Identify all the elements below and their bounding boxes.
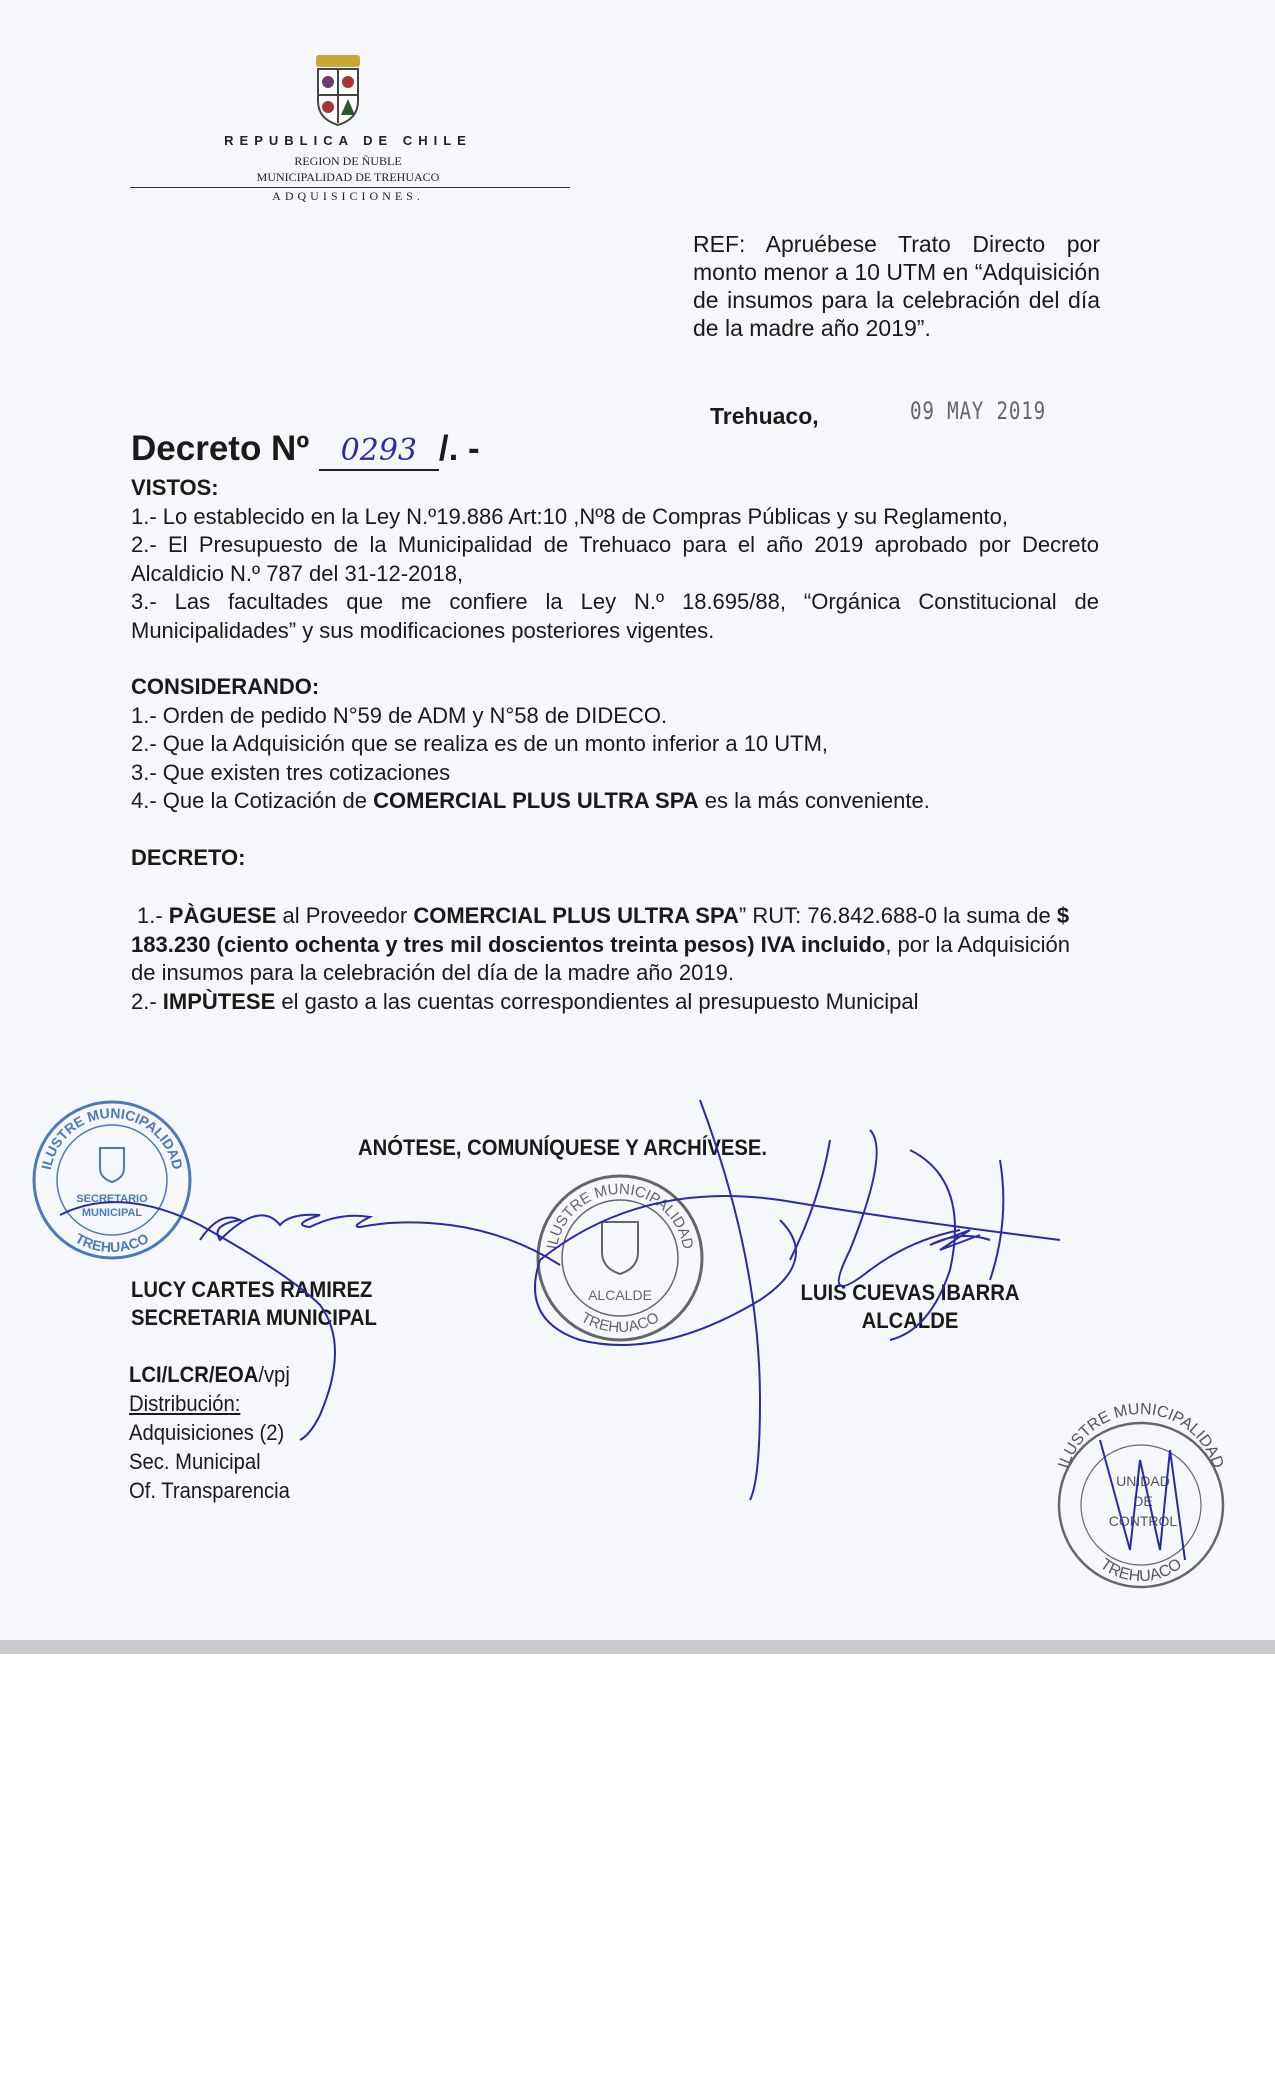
signatory-role: SECRETARIA MUNICIPAL <box>131 1305 377 1330</box>
stamp-text: SECRETARIO <box>76 1193 148 1205</box>
stamp-text: TREHUACO <box>578 1309 662 1337</box>
text: /vpj <box>258 1362 290 1387</box>
signatory-name: LUCY CARTES RAMIREZ <box>131 1277 373 1302</box>
text: PÀGUESE <box>168 903 277 928</box>
decreto-item-1 <box>131 902 1086 988</box>
vistos-section <box>131 474 1099 645</box>
amount: $ 183.230 (ciento ochenta y tres mil doscientos treinta pesos) IVA incluido <box>131 903 1070 957</box>
decree-body <box>131 474 1099 1016</box>
distribution-item: Of. Transparencia <box>129 1478 290 1503</box>
signatory-name: LUIS CUEVAS IBARRA <box>800 1280 1020 1305</box>
signatory-mayor <box>777 1279 1044 1335</box>
decree-suffix: /. - <box>438 429 480 468</box>
reference-text: REF: Apruébese Trato Directo por monto menor a 10 UTM en “Adquisición de insumos para la celebración del día de la madre año 2019”. <box>693 231 1100 341</box>
considerando-section <box>131 673 1099 816</box>
vistos-item: 2.- El Presupuesto de la Municipalidad de Trehuaco para el año 2019 aprobado por Decreto Alcaldicio N.º 787 del 31-12-2018, <box>131 532 1099 586</box>
text: 2.- <box>131 988 163 1014</box>
text: al Proveedor <box>276 903 414 928</box>
signatory-secretary <box>131 1276 377 1332</box>
considerando-title: CONSIDERANDO: <box>131 674 320 699</box>
header-republic: REPUBLICA DE CHILE <box>224 133 472 148</box>
distribution-title: Distribución: <box>129 1391 241 1416</box>
stamp-text: UNIDAD <box>1116 1473 1170 1489</box>
decreto-title: DECRETO: <box>131 844 246 870</box>
header-region: REGION DE ÑUBLE <box>294 154 402 168</box>
signatory-role: ALCALDE <box>861 1308 959 1333</box>
decree-title <box>131 428 480 471</box>
stamp-text: ILUSTRE MUNICIPALIDAD <box>1055 1400 1227 1471</box>
vistos-title: VISTOS: <box>131 475 219 500</box>
header-municipality: MUNICIPALIDAD DE TREHUACO <box>256 170 440 184</box>
stamp-text: ILUSTRE MUNICIPALIDAD <box>37 1104 187 1171</box>
header-divider <box>130 187 570 188</box>
decreto-item-2 <box>131 988 1099 1017</box>
text: LCI/LCR/EOA <box>129 1362 259 1387</box>
decree-number: 0293 <box>319 433 439 471</box>
distribution-item: Sec. Municipal <box>129 1449 261 1474</box>
header-department: ADQUISICIONES. <box>272 189 424 203</box>
text: IMPÙTESE <box>162 988 276 1014</box>
vendor-name: COMERCIAL PLUS ULTRA SPA <box>413 903 739 928</box>
text: es la más conveniente. <box>698 788 930 813</box>
distribution-item: Adquisiciones (2) <box>129 1420 285 1445</box>
stamp-text: TREHUACO <box>72 1229 152 1256</box>
date-stamp: 09 MAY 2019 <box>910 397 1046 425</box>
stamp-text: TREHUACO <box>1097 1555 1185 1586</box>
vistos-item: 3.- Las facultades que me confiere la Ley N.º 18.695/88, “Orgánica Constitucional de Municipalidades” y sus modificaciones posteriores vigentes. <box>131 589 1099 643</box>
text: 4.- Que la Cotización de <box>131 788 374 813</box>
distribution-block <box>129 1360 290 1505</box>
considerando-item: 3.- Que existen tres cotizaciones <box>131 759 451 785</box>
text: el gasto a las cuentas correspondientes al presupuesto Municipal <box>275 988 919 1014</box>
stamp-text: MUNICIPAL <box>81 1207 143 1219</box>
considerando-item: 1.- Orden de pedido N°59 de ADM y N°58 de DIDECO. <box>131 702 668 728</box>
considerando-item: 2.- Que la Adquisición que se realiza es de un monto inferior a 10 UTM, <box>131 731 829 756</box>
municipal-crest-icon <box>310 55 366 127</box>
decree-label: Decreto Nº <box>131 429 310 468</box>
vistos-item: 1.- Lo establecido en la Ley N.º19.886 Art:10 ,Nº8 de Compras Públicas y su Reglamento, <box>131 503 1009 529</box>
text: , por la Adquisición de insumos para la celebración del día de la madre año 2019. <box>131 931 1070 985</box>
vendor-name: COMERCIAL PLUS ULTRA SPA <box>373 788 699 813</box>
stamp-text: DE <box>1133 1493 1153 1509</box>
initials <box>129 1360 290 1389</box>
scan-edge <box>0 1640 1275 1654</box>
text: 1.- <box>137 903 169 928</box>
stamp-text: CONTROL <box>1108 1513 1178 1529</box>
closing-formula: ANÓTESE, COMUNÍQUESE Y ARCHÍVESE. <box>358 1135 768 1160</box>
stamp-text: ALCALDE <box>588 1287 652 1303</box>
considerando-item <box>131 787 1099 816</box>
place-label: Trehuaco, <box>710 403 819 429</box>
stamp-text: ILUSTRE MUNICIPALIDAD <box>543 1180 697 1251</box>
text: ” RUT: 76.842.688-0 la suma de <box>738 903 1057 928</box>
